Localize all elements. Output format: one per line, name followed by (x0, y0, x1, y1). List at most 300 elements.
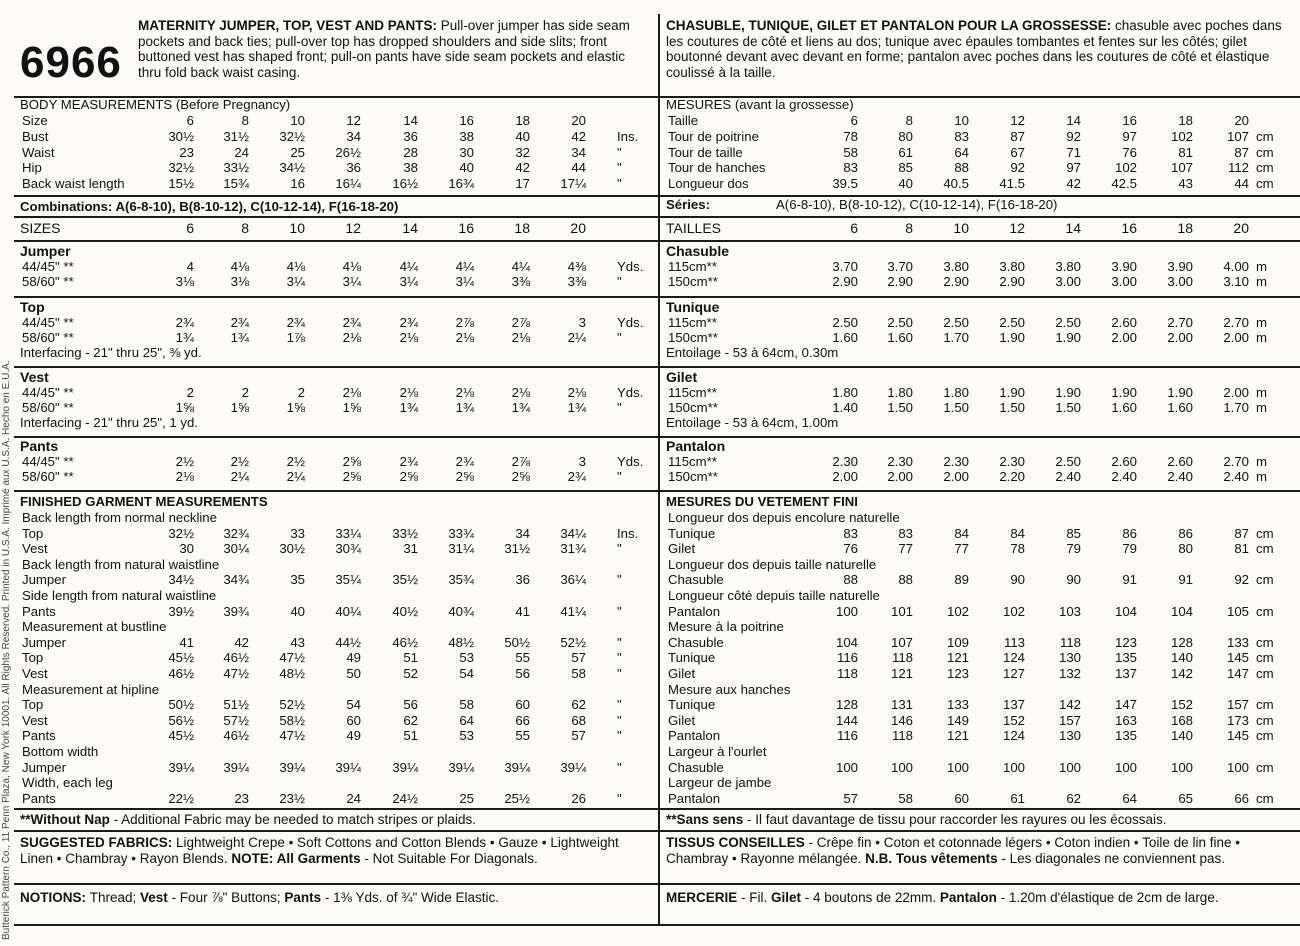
body-row-label: Longueur dos (668, 176, 749, 192)
yardage-row-value: 1⅞ (286, 330, 305, 345)
body-row-value: 97 (1122, 128, 1137, 144)
yardage-row-unit: m (1256, 454, 1267, 469)
yardage-row-value: 2⅛ (511, 385, 530, 400)
size-header: 8 (241, 220, 249, 236)
finished-row-value: 163 (1114, 712, 1137, 728)
yardage-row-value: 1¾ (567, 400, 586, 415)
finished-row-unit: " (617, 603, 622, 619)
finished-row-label: Chasuble (668, 634, 724, 650)
finished-row-value: 24½ (392, 790, 418, 806)
yardage-row-value: 2⅞ (455, 315, 474, 330)
finished-row-value: 58 (898, 790, 913, 806)
finished-row-value: 41¼ (560, 603, 586, 619)
finished-row-unit: cm (1256, 728, 1274, 744)
finished-row-value: 56½ (168, 712, 194, 728)
finished-row-value: 33½ (392, 525, 418, 541)
finished-row-value: 118 (1059, 634, 1081, 650)
yardage-row-value: 2¼ (286, 469, 305, 484)
finished-row-value: 133 (1226, 634, 1249, 650)
finished-row-label: Pants (22, 728, 56, 744)
garment-name: Top (20, 299, 45, 315)
yardage-row-value: 2.70 (1223, 454, 1249, 469)
finished-row-value: 88 (843, 572, 858, 588)
yardage-row-value: 2⅝ (342, 454, 361, 469)
body-row-unit: " (617, 176, 622, 192)
yardage-row-value: 2 (241, 385, 249, 400)
yardage-row-value: 3.80 (999, 259, 1025, 274)
notions-pants-text-en: - 1⅜ Yds. of ¾" Wide Elastic. (324, 890, 500, 905)
finished-row-label: Chasuble (668, 759, 724, 775)
finished-row-value: 25½ (504, 790, 530, 806)
notions-vest-text-en: - Four ⅞" Buttons; (171, 890, 285, 905)
yardage-row-label: 44/45" ** (22, 454, 74, 469)
yardage-row-label: 44/45" ** (22, 259, 74, 274)
yardage-row-value: 2.00 (887, 469, 913, 484)
finished-row-label: Gilet (668, 666, 696, 681)
finished-row-value: 39¾ (223, 603, 249, 619)
fabrics-label-fr: TISSUS CONSEILLES (666, 835, 809, 850)
yardage-row-value: 1.70 (943, 330, 969, 345)
body-row-value: 112 (1227, 160, 1249, 176)
finished-row-value: 30¼ (223, 541, 249, 557)
pattern-number: 6966 (20, 38, 122, 87)
body-row-value: 61 (898, 144, 913, 160)
finished-row-value: 130 (1058, 650, 1081, 666)
finished-row-value: 100 (835, 759, 858, 775)
finished-row-value: 130 (1058, 728, 1081, 744)
yardage-row-value: 2¼ (230, 469, 249, 484)
finished-row-label: Chasuble (668, 572, 724, 588)
yardage-row-label: 58/60" ** (22, 469, 74, 484)
yardage-row-value: 2⅞ (511, 454, 530, 469)
yardage-row-value: 3¼ (342, 274, 361, 289)
finished-row-value: 39¼ (223, 759, 249, 775)
finished-row-value: 83 (898, 525, 913, 541)
body-row-value: 31½ (223, 128, 249, 144)
notions-label-fr: MERCERIE (666, 890, 742, 905)
finished-row-value: 102 (946, 603, 969, 619)
finished-row-value: 100 (1226, 759, 1249, 775)
size-header: 18 (1177, 220, 1193, 236)
finished-row-value: 33 (290, 525, 305, 541)
divider-sizes (14, 240, 1300, 242)
yardage-row-unit: m (1256, 315, 1267, 330)
yardage-row-value: 1.60 (832, 330, 858, 345)
body-row-value: 88 (954, 160, 969, 176)
yardage-row-value: 2.40 (1167, 469, 1193, 484)
finished-row-value: 57 (571, 650, 586, 666)
title-fr: CHASUBLE, TUNIQUE, GILET ET PANTALON POUR LA GROSSESSE: (666, 18, 1116, 33)
finished-row-value: 53 (459, 728, 474, 744)
yardage-row-value: 1¾ (230, 330, 249, 345)
yardage-row-value: 2.50 (1055, 315, 1081, 330)
yardage-row-value: 2 (297, 385, 305, 400)
finished-row-value: 31½ (504, 541, 530, 557)
finished-row-value: 86 (1178, 525, 1193, 541)
finished-group-heading: Width, each leg (22, 775, 113, 791)
yardage-row-value: 1.90 (999, 385, 1025, 400)
yardage-row-label: 58/60" ** (22, 330, 74, 345)
yardage-row-value: 1.70 (1223, 400, 1249, 415)
interfacing-note: Entoilage - 53 à 64cm, 1.00m (666, 415, 839, 430)
body-row-value: 67 (1010, 144, 1025, 160)
finished-row-unit: Ins. (617, 525, 639, 541)
finished-row-value: 77 (898, 541, 913, 557)
yardage-row-value: 1.50 (887, 400, 913, 415)
body-row-value: 40.5 (943, 176, 969, 192)
yardage-row-value: 3⅜ (511, 274, 530, 289)
finished-row-value: 90 (1066, 572, 1081, 588)
yardage-row-label: 44/45" ** (22, 385, 74, 400)
body-row-value: 18 (515, 113, 530, 128)
finished-row-value: 60 (346, 712, 361, 728)
yardage-row-value: 1.60 (1167, 400, 1193, 415)
description-en: Pull-over jumper has side seam pockets and back ties; pull-over top has dropped shoulders and side slits; front buttoned vest has shaped front; pull-on pants have side seam pockets and elastic thru fold back waist casing. (138, 18, 630, 80)
yardage-row-value: 3¼ (455, 274, 474, 289)
finished-row-value: 173 (1226, 712, 1249, 728)
finished-row-value: 33¾ (448, 525, 474, 541)
body-measurements-title: MESURES (avant la grossesse) (666, 97, 854, 112)
finished-row-value: 145 (1226, 650, 1249, 666)
body-row-value: 15¾ (223, 176, 249, 192)
interfacing-note: Interfacing - 21" thru 25", 1 yd. (20, 415, 198, 430)
yardage-row-value: 2¾ (286, 315, 305, 330)
body-row-value: 92 (1066, 128, 1081, 144)
finished-row-value: 46½ (223, 650, 249, 666)
yardage-row-value: 2.60 (1111, 454, 1137, 469)
body-row-value: 85 (898, 160, 913, 176)
finished-row-value: 116 (836, 728, 858, 744)
finished-group-heading: Back length from normal neckline (22, 510, 217, 525)
fabrics-label-en: SUGGESTED FABRICS: (20, 835, 177, 850)
body-row-value: 34½ (279, 160, 305, 176)
garment-name: Gilet (666, 369, 698, 385)
yardage-row-value: 4⅜ (567, 259, 586, 274)
yardage-row-value: 2¾ (567, 469, 586, 484)
finished-row-unit: " (617, 650, 622, 666)
size-header: 10 (289, 220, 305, 236)
finished-row-value: 137 (1002, 697, 1025, 713)
finished-row-value: 56 (403, 697, 418, 713)
finished-row-value: 128 (1170, 634, 1193, 650)
body-row-unit: cm (1256, 160, 1274, 176)
yardage-row-value: 1.90 (1111, 385, 1137, 400)
fabrics-en (20, 835, 654, 866)
yardage-row-value: 3 (578, 315, 586, 330)
fabrics-note-text-en: - Not Suitable For Diagonals. (364, 850, 538, 866)
body-row-label: Size (22, 113, 48, 128)
yardage-row-unit: Yds. (617, 315, 644, 330)
notions-en (20, 890, 654, 906)
finished-row-value: 34½ (168, 572, 194, 588)
yardage-row-value: 3.90 (1167, 259, 1193, 274)
finished-group-heading: Measurement at bustline (22, 619, 167, 635)
finished-row-value: 142 (1170, 666, 1193, 681)
notions-pants-en: Pants (284, 890, 325, 905)
notions-text-fr: - Fil. (741, 890, 772, 905)
finished-row-value: 55 (515, 650, 530, 666)
finished-title: MESURES DU VETEMENT FINI (666, 494, 858, 509)
body-row-value: 42 (515, 160, 530, 176)
finished-row-value: 145 (1226, 728, 1249, 744)
finished-row-value: 57 (571, 728, 586, 744)
fabrics-note-text-fr: - Les diagonales ne conviennent pas. (1001, 850, 1226, 866)
body-row-value: 81 (1178, 144, 1193, 160)
finished-row-value: 47½ (279, 728, 305, 744)
finished-row-unit: " (617, 712, 622, 728)
finished-row-value: 124 (1002, 650, 1025, 666)
body-row-value: 17¼ (560, 176, 586, 192)
body-row-value: 107 (1170, 160, 1193, 176)
body-row-label: Tour de poitrine (668, 128, 759, 144)
yardage-row-value: 1.60 (1111, 400, 1137, 415)
finished-row-unit: cm (1256, 712, 1274, 728)
yardage-row-value: 2.50 (1055, 454, 1081, 469)
finished-row-value: 62 (571, 697, 586, 713)
finished-row-unit: cm (1256, 666, 1274, 681)
finished-row-value: 118 (891, 728, 913, 744)
yardage-row-value: 1¾ (175, 330, 194, 345)
finished-row-value: 50 (346, 666, 361, 681)
body-row-value: 10 (954, 113, 969, 128)
finished-row-value: 88 (898, 572, 913, 588)
size-header: 18 (514, 220, 530, 236)
finished-row-unit: " (617, 634, 622, 650)
yardage-row-value: 2⅛ (399, 330, 418, 345)
finished-row-value: 100 (1002, 759, 1025, 775)
series-label: Séries: (666, 197, 710, 212)
finished-row-value: 66 (515, 712, 530, 728)
finished-row-value: 142 (1058, 697, 1081, 713)
finished-row-value: 39¼ (392, 759, 418, 775)
body-row-value: 40 (459, 160, 474, 176)
finished-row-unit: " (617, 541, 622, 557)
yardage-row-value: 2.40 (1111, 469, 1137, 484)
finished-row-unit: cm (1256, 790, 1274, 806)
finished-row-value: 64 (459, 712, 474, 728)
yardage-row-value: 4¼ (511, 259, 530, 274)
body-row-label: Hip (22, 160, 42, 176)
yardage-row-value: 2.50 (999, 315, 1025, 330)
finished-row-value: 121 (946, 728, 969, 744)
body-row-value: 25 (290, 144, 305, 160)
body-row-value: 97 (1066, 160, 1081, 176)
yardage-row-value: 4 (186, 259, 194, 274)
yardage-row-value: 3¼ (286, 274, 305, 289)
yardage-row-value: 2⅛ (511, 330, 530, 345)
finished-row-value: 51 (403, 728, 418, 744)
finished-row-value: 49 (346, 728, 361, 744)
yardage-row-value: 4.00 (1223, 259, 1249, 274)
finished-row-value: 32¾ (223, 525, 249, 541)
finished-row-value: 127 (1002, 666, 1025, 681)
finished-row-value: 100 (890, 759, 913, 775)
title-en: MATERNITY JUMPER, TOP, VEST AND PANTS: (138, 18, 441, 33)
body-row-label: Tour de taille (668, 144, 743, 160)
yardage-row-label: 44/45" ** (22, 315, 74, 330)
notions-vest-text-fr: - 4 boutons de 22mm. (804, 890, 940, 905)
finished-row-unit: " (617, 728, 622, 744)
finished-row-unit: cm (1256, 759, 1274, 775)
fabrics-fr (666, 835, 1294, 866)
finished-row-value: 52 (403, 666, 418, 681)
finished-row-value: 35¾ (448, 572, 474, 588)
finished-row-value: 54 (459, 666, 474, 681)
finished-row-unit: cm (1256, 697, 1274, 713)
finished-group-heading: Mesure à la poitrine (668, 619, 784, 635)
finished-row-value: 149 (946, 712, 969, 728)
finished-row-value: 135 (1114, 728, 1137, 744)
yardage-row-value: 2.00 (1167, 330, 1193, 345)
finished-row-value: 39½ (168, 603, 194, 619)
nap-en: **Without Nap (20, 812, 114, 827)
body-row-value: 32½ (168, 160, 194, 176)
yardage-row-value: 2.70 (1167, 315, 1193, 330)
yardage-row-value: 2.00 (943, 469, 969, 484)
notions-pants-text-fr: - 1.20m d'élastique de 2cm de large. (1000, 890, 1219, 905)
finished-row-value: 66 (1234, 790, 1249, 806)
finished-row-value: 100 (1058, 759, 1081, 775)
yardage-row-value: 2.00 (1223, 330, 1249, 345)
yardage-row-value: 2½ (286, 454, 305, 469)
finished-row-value: 57 (843, 790, 858, 806)
body-row-value: 44 (1234, 176, 1249, 192)
body-row-unit: Ins. (617, 128, 639, 144)
yardage-row-value: 2.30 (832, 454, 858, 469)
yardage-row-value: 2⅛ (455, 330, 474, 345)
body-row-value: 6 (850, 113, 858, 128)
yardage-row-label: 58/60" ** (22, 400, 74, 415)
finished-row-unit: " (617, 759, 622, 775)
finished-row-value: 52½ (560, 634, 586, 650)
finished-row-value: 39¼ (279, 759, 305, 775)
yardage-row-value: 2.70 (1223, 315, 1249, 330)
yardage-row-value: 1.90 (1055, 385, 1081, 400)
finished-row-label: Pantalon (668, 790, 721, 806)
yardage-row-value: 2¾ (342, 315, 361, 330)
finished-row-value: 24 (346, 790, 361, 806)
finished-row-value: 31 (403, 541, 418, 557)
yardage-row-label: 150cm** (668, 400, 718, 415)
finished-row-value: 23½ (279, 790, 305, 806)
body-row-value: 71 (1066, 144, 1081, 160)
body-row-value: 34 (571, 144, 586, 160)
finished-row-value: 32½ (168, 525, 194, 541)
copyright-text: Butterick Pattern Co., 11 Penn Plaza, New York 10001. All Rights Reserved. Printed in U.S.A. Imprimé aux U.S.A. Hecho en E.U.A. (1, 360, 12, 940)
finished-row-value: 36 (515, 572, 530, 588)
yardage-row-value: 2½ (175, 454, 194, 469)
yardage-row-value: 2.90 (832, 274, 858, 289)
yardage-row-unit: m (1256, 330, 1267, 345)
finished-row-value: 91 (1178, 572, 1193, 588)
size-header: 8 (905, 220, 913, 236)
finished-row-value: 61 (1010, 790, 1025, 806)
yardage-row-label: 58/60" ** (22, 274, 74, 289)
finished-row-value: 168 (1170, 712, 1193, 728)
yardage-row-value: 3.90 (1111, 259, 1137, 274)
body-row-value: 6 (186, 113, 194, 128)
yardage-row-value: 3⅜ (567, 274, 586, 289)
finished-row-value: 62 (403, 712, 418, 728)
finished-row-value: 34¼ (560, 525, 586, 541)
yardage-row-value: 2⅛ (455, 385, 474, 400)
finished-row-value: 47½ (279, 650, 305, 666)
finished-row-label: Tunique (668, 525, 716, 541)
finished-row-value: 36¼ (560, 572, 586, 588)
yardage-row-value: 1.80 (832, 385, 858, 400)
finished-row-value: 144 (835, 712, 858, 728)
finished-group-heading: Largeur de jambe (668, 775, 772, 791)
yardage-row-value: 2¾ (399, 315, 418, 330)
yardage-row-value: 2¾ (230, 315, 249, 330)
finished-row-value: 55 (515, 728, 530, 744)
yardage-row-label: 115cm** (668, 454, 717, 469)
yardage-row-value: 2.50 (832, 315, 858, 330)
divider-jumper (14, 296, 1300, 298)
finished-row-value: 30 (179, 541, 194, 557)
finished-group-heading: Longueur dos depuis taille naturelle (668, 556, 877, 572)
finished-row-value: 58½ (279, 712, 305, 728)
yardage-row-value: 1.90 (999, 330, 1025, 345)
yardage-row-value: 3.10 (1223, 274, 1249, 289)
yardage-row-value: 2⅛ (342, 330, 361, 345)
yardage-row-value: 2.90 (943, 274, 969, 289)
nap-text-en: - Additional Fabric may be needed to match stripes or plaids. (113, 812, 477, 827)
finished-row-value: 81 (1234, 541, 1249, 557)
divider-pants (14, 490, 1300, 492)
finished-row-value: 135 (1114, 650, 1137, 666)
yardage-row-value: 2.00 (832, 469, 858, 484)
finished-row-value: 100 (946, 759, 969, 775)
finished-row-value: 40¼ (335, 603, 361, 619)
finished-row-value: 107 (890, 634, 913, 650)
body-row-value: 42.5 (1111, 176, 1137, 192)
finished-row-value: 137 (1114, 666, 1137, 681)
divider-bottom (14, 924, 1300, 926)
finished-row-label: Pants (22, 603, 56, 619)
finished-row-value: 147 (1114, 697, 1137, 713)
notions-vest-fr: Gilet (771, 890, 805, 905)
finished-row-value: 48½ (279, 666, 305, 681)
finished-row-value: 57½ (223, 712, 249, 728)
yardage-row-value: 2.50 (887, 315, 913, 330)
body-row-value: 16¼ (335, 176, 361, 192)
finished-row-value: 147 (1226, 666, 1249, 681)
finished-row-label: Gilet (668, 541, 696, 557)
body-row-value: 8 (905, 113, 913, 128)
copyright-sidebar (0, 0, 14, 946)
yardage-row-value: 2¾ (455, 454, 474, 469)
finished-row-value: 91 (1122, 572, 1137, 588)
body-row-value: 10 (290, 113, 305, 128)
garment-name: Chasuble (666, 243, 730, 259)
finished-row-value: 146 (890, 712, 913, 728)
yardage-row-value: 1.80 (887, 385, 913, 400)
size-header: 10 (953, 220, 969, 236)
yardage-row-value: 2⅝ (455, 469, 474, 484)
garment-name: Pants (20, 438, 59, 454)
yardage-row-value: 1.50 (1055, 400, 1081, 415)
yardage-row-value: 4⅛ (230, 259, 249, 274)
finished-row-label: Jumper (22, 759, 66, 775)
finished-row-value: 50½ (168, 697, 194, 713)
finished-row-value: 51½ (223, 697, 249, 713)
body-row-value: 39.5 (832, 176, 858, 192)
yardage-row-label: 115cm** (668, 385, 717, 400)
combinations: Combinations: A(6-8-10), B(8-10-12), C(10-12-14), F(16-18-20) (20, 199, 399, 214)
yardage-row-value: 2⅛ (567, 385, 586, 400)
finished-row-value: 45½ (168, 650, 194, 666)
